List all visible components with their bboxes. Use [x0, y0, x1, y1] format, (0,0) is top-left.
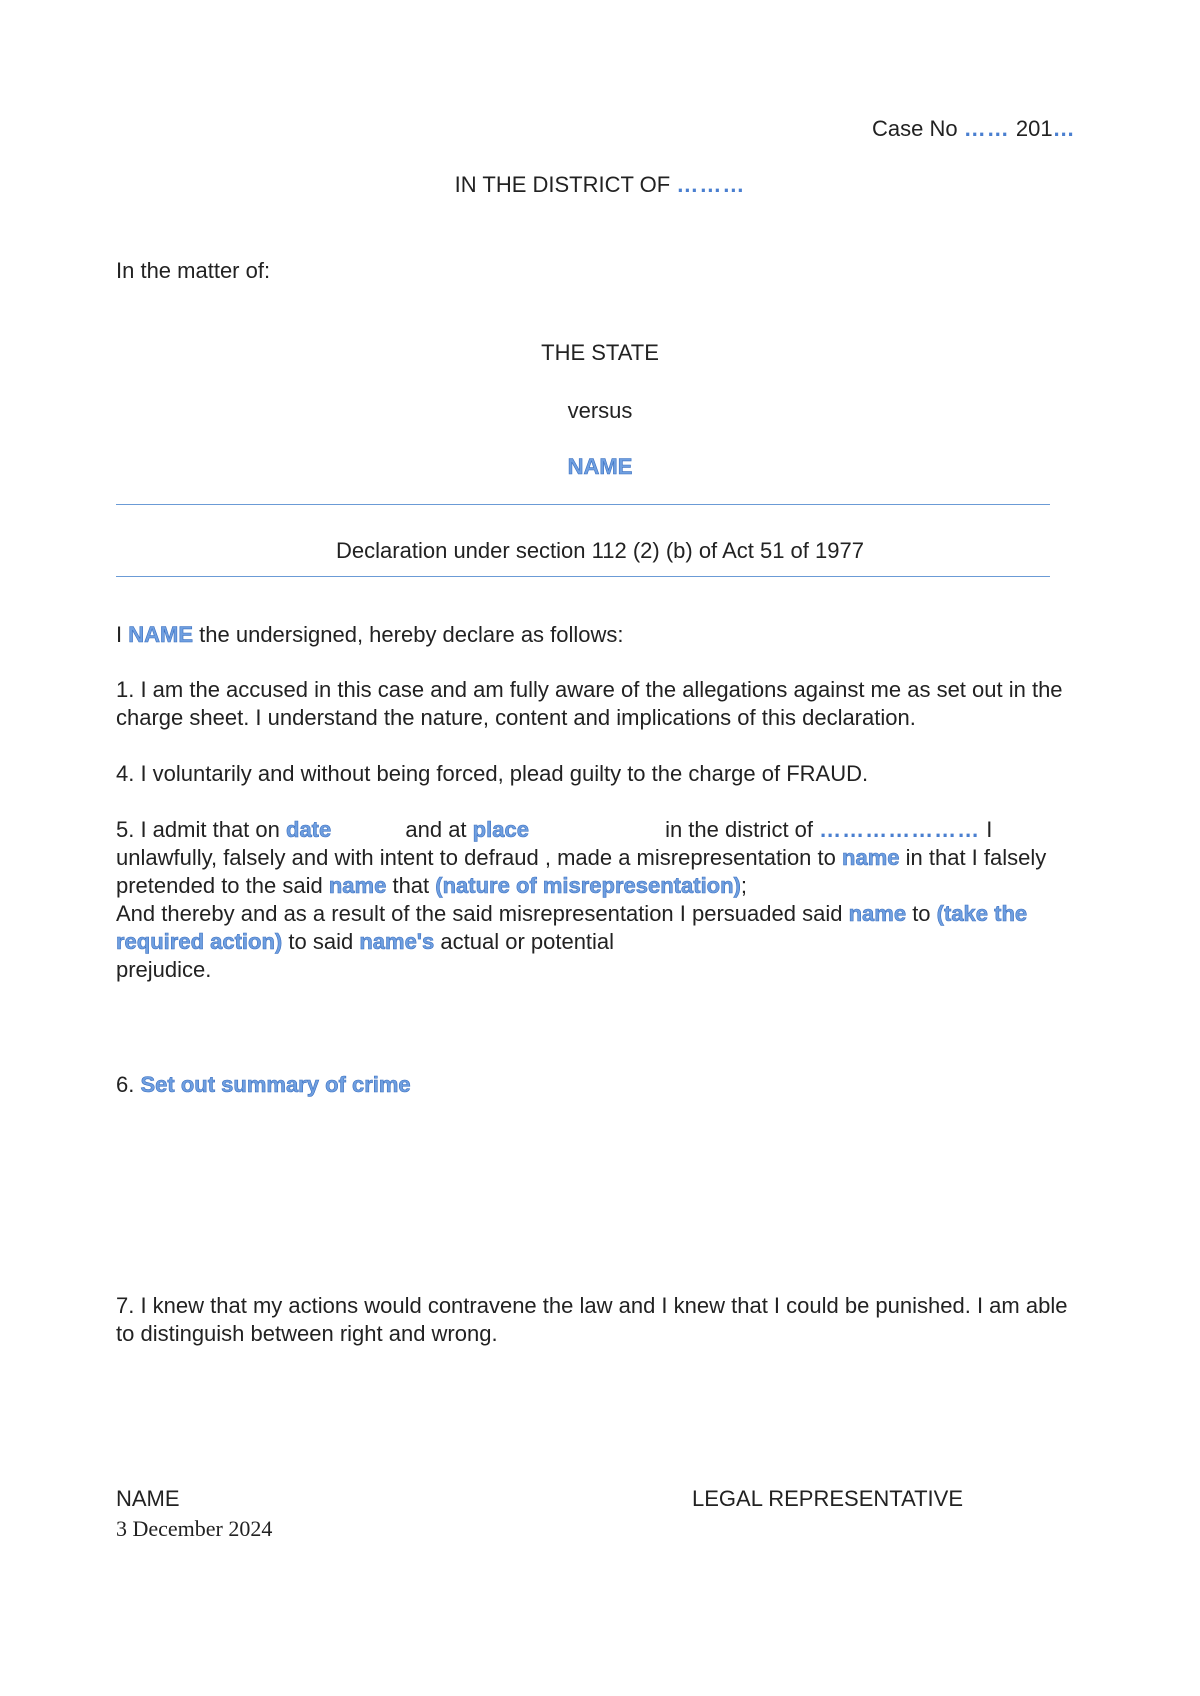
p5-text-5: in that I falsely pretended to the said	[116, 845, 1047, 898]
p5-text-9: to	[912, 901, 931, 926]
p6-number: 6.	[116, 1072, 135, 1097]
p5-district-blank: …………………	[819, 817, 981, 842]
title-bottom-rule	[116, 576, 1050, 577]
district-label: IN THE DISTRICT OF	[454, 172, 671, 197]
intro-prefix: I	[116, 622, 123, 647]
district-blank: ………	[676, 172, 746, 197]
p5-text-12: prejudice.	[116, 957, 212, 982]
p5-text-1: 5. I admit that on	[116, 817, 280, 842]
paragraph-6	[116, 1072, 411, 1098]
case-year-prefix: 201	[1015, 116, 1053, 141]
case-year-blank: …	[1052, 116, 1076, 141]
name-placeholder-4: name's	[359, 929, 435, 954]
case-number	[872, 116, 1076, 142]
p5-text-3: in the district of	[665, 817, 814, 842]
district-heading	[0, 172, 1200, 198]
versus-text: versus	[567, 398, 633, 423]
intro-line	[116, 622, 624, 648]
name-placeholder-1: name	[842, 845, 900, 870]
p5-text-7: ;	[740, 873, 748, 898]
paragraph-5	[116, 816, 1086, 984]
nature-placeholder: (nature of misrepresentation)	[435, 873, 741, 898]
p5-text-6: that	[392, 873, 430, 898]
case-no-blank: ……	[963, 116, 1010, 141]
intro-name-placeholder: NAME	[128, 622, 194, 647]
name-placeholder-2: name	[328, 873, 387, 898]
paragraph-4: 4. I voluntarily and without being forced, plead guilty to the charge of FRAUD.	[116, 761, 869, 786]
name-placeholder-3: name	[848, 901, 907, 926]
plaintiff: THE STATE	[541, 340, 659, 365]
intro-suffix: the undersigned, hereby declare as follows:	[199, 622, 624, 647]
signature-accused-label: NAME	[116, 1486, 180, 1511]
title-top-rule	[116, 504, 1050, 505]
date-placeholder: date	[286, 817, 332, 842]
matter-label: In the matter of:	[116, 258, 271, 283]
paragraph-1: 1. I am the accused in this case and am fully aware of the allegations against me as set out in the charge sheet. I understand the nature, content and implications of this declaration.	[116, 677, 1063, 730]
p5-text-4: I unlawfully, falsely and with intent to defraud , made a misrepresentation to	[116, 817, 993, 870]
action-placeholder: (take the required action)	[116, 901, 1028, 954]
signature-date: 3 December 2024	[116, 1516, 273, 1541]
paragraph-7: 7. I knew that my actions would contravene the law and I knew that I could be punished. I am able to distinguish between right and wrong.	[116, 1293, 1068, 1346]
p5-text-2: and at	[405, 817, 467, 842]
p5-text-10: to said	[288, 929, 354, 954]
p5-text-11: actual or potential	[440, 929, 615, 954]
accused-name-placeholder: NAME	[567, 454, 633, 479]
signature-representative-label: LEGAL REPRESENTATIVE	[692, 1486, 964, 1511]
case-no-label: Case No	[872, 116, 958, 141]
place-placeholder: place	[472, 817, 529, 842]
crime-summary-placeholder: Set out summary of crime	[140, 1072, 411, 1097]
declaration-title: Declaration under section 112 (2) (b) of Act 51 of 1977	[336, 538, 864, 563]
p5-text-8: And thereby and as a result of the said misrepresentation I persuaded said	[116, 901, 843, 926]
